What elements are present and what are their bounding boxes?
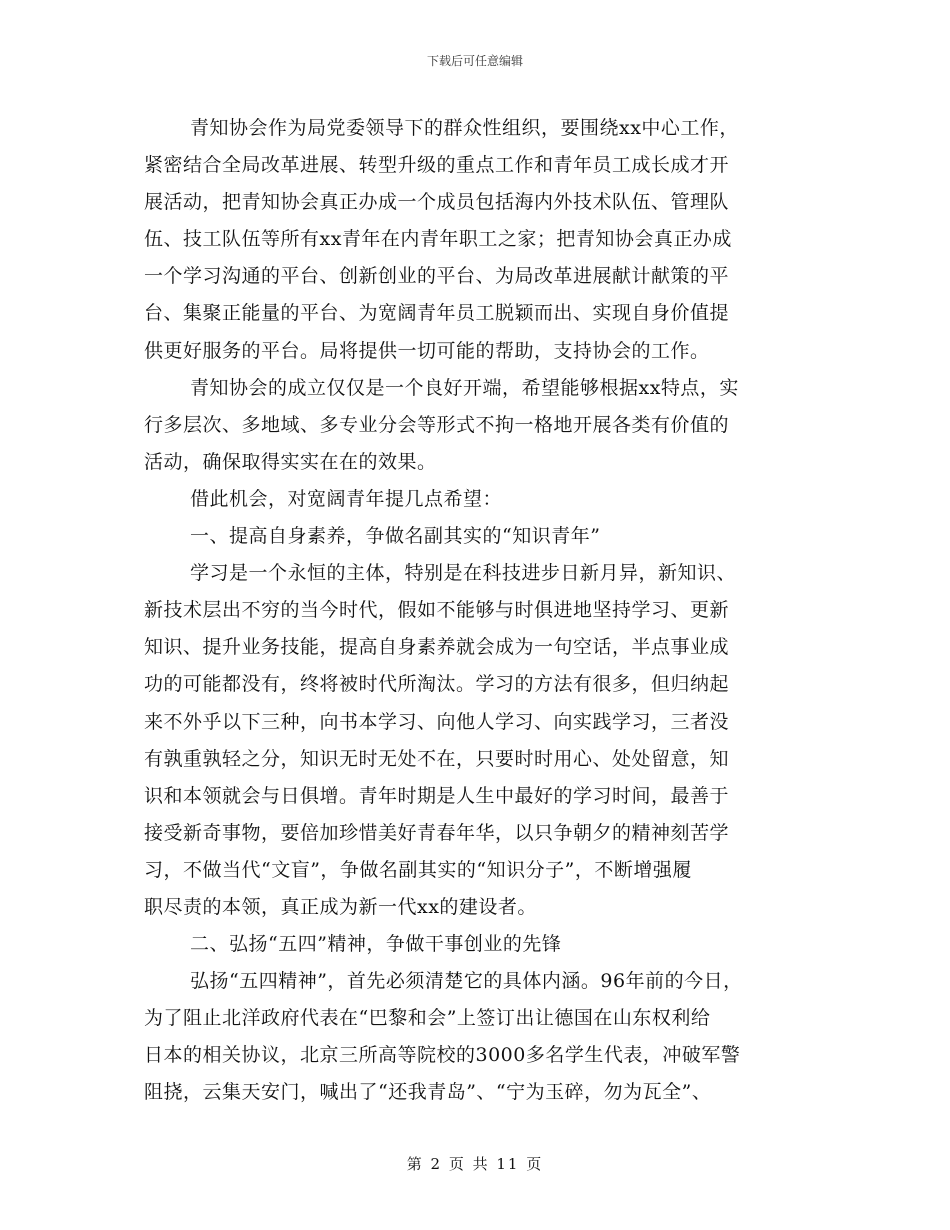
text-line: 青知协会作为局党委领导下的群众性组织，要围绕xx中心工作， [190,117,739,139]
text-line: 新技术层出不穷的当今时代，假如不能够与时俱进地坚持学习、更新 [144,599,730,622]
text-line: 为了阻止北洋政府代表在“巴黎和会”上签订出让德国在山东权利给 [144,1007,711,1030]
text-line: 台、集聚正能量的平台、为宽阔青年员工脱颖而出、实现自身价值提 [144,302,730,325]
text-line: 借此机会，对宽阔青年提几点希望： [190,487,503,510]
text-line: 日本的相关协议，北京三所高等院校的3000多名学生代表，冲破军警 [144,1044,741,1067]
section-heading: 一、提高自身素养，争做名副其实的“知识青年” [190,525,601,548]
text-line: 青知协会的成立仅仅是一个良好开端，希望能够根据xx特点，实 [190,376,739,399]
text-line: 学习是一个永恒的主体，特别是在科技进步日新月异，新知识、 [190,562,737,585]
text-line: 知识、提升业务技能，提高自身素养就会成为一句空话，半点事业成 [144,636,730,659]
text-line: 伍、技工队伍等所有xx青年在内青年职工之家；把青知协会真正办成 [144,228,732,251]
text-line: 一个学习沟通的平台、创新创业的平台、为局改革进展献计献策的平 [144,265,730,288]
page-number: 第 2 页 共 11 页 [406,1155,544,1173]
text-line: 阻挠，云集天安门，喊出了“还我青岛”、“宁为玉碎，勿为瓦全”、 [144,1081,712,1104]
text-line: 有孰重孰轻之分，知识无时无处不在，只要时时用心、处处留意，知 [144,747,730,770]
text-line: 活动，确保取得实实在在的效果。 [144,450,437,473]
text-line: 接受新奇事物，要倍加珍惜美好青春年华，以只争朝夕的精神刻苦学 [144,821,730,844]
text-line: 紧密结合全局改革进展、转型升级的重点工作和青年员工成长成才开 [144,154,730,177]
text-line: 习，不做当代“文盲”，争做名副其实的“知识分子”，不断增强履 [144,858,692,881]
text-line: 供更好服务的平台。局将提供一切可能的帮助，支持协会的工作。 [144,339,710,362]
text-line: 功的可能都没有，终将被时代所淘汰。学习的方法有很多，但归纳起 [144,673,730,696]
page-header-note: 下载后可任意编辑 [426,54,523,68]
document-body [144,110,812,1112]
text-line: 识和本领就会与日俱增。青年时期是人生中最好的学习时间，最善于 [144,784,730,807]
text-line: 展活动，把青知协会真正办成一个成员包括海内外技术队伍、管理队 [144,191,730,214]
text-line: 弘扬“五四精神”，首先必须清楚它的具体内涵。96年前的今日， [190,970,743,993]
text-line: 职尽责的本领，真正成为新一代xx的建设者。 [144,895,537,918]
section-heading: 二、弘扬“五四”精神，争做干事创业的先锋 [190,933,562,956]
text-line: 来不外乎以下三种，向书本学习、向他人学习、向实践学习，三者没 [144,710,730,733]
text-line: 行多层次、多地域、多专业分会等形式不拘一格地开展各类有价值的 [144,413,730,436]
